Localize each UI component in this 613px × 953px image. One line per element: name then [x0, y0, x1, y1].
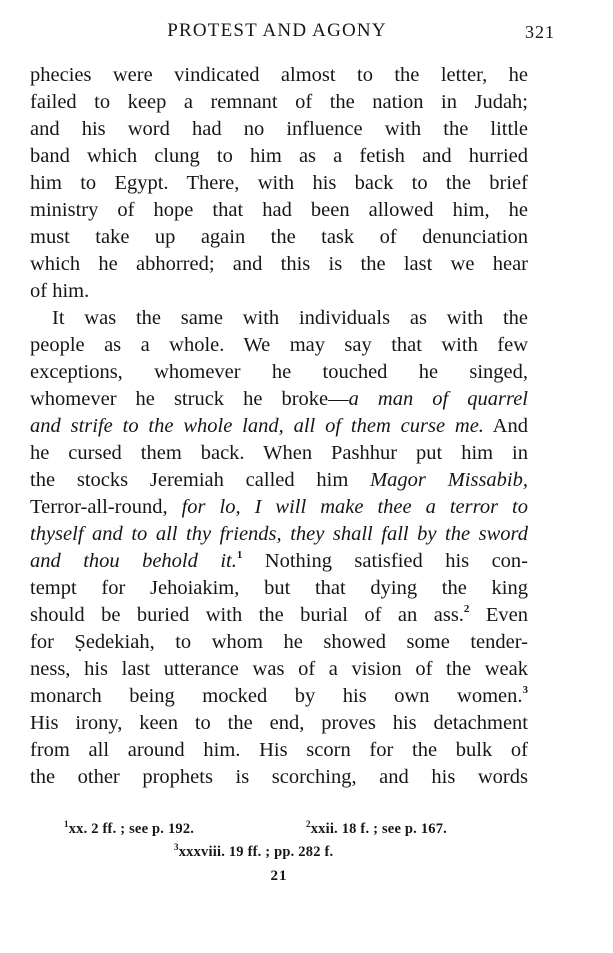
footnote: [306, 821, 447, 838]
text-line: of him.: [30, 280, 90, 302]
text-line: ministry of hope that had been allowed him, he: [30, 199, 528, 221]
scripture-quote: for lo, I will make thee a terror to: [181, 496, 528, 518]
text-line: for Ṣedekiah, to whom he showed some tender-: [30, 631, 528, 653]
footnote-text: xx. 2 ff. ; see p. 192.: [68, 821, 195, 837]
text-line: the other prophets is scorching, and his words: [30, 766, 528, 788]
text-line: from all around him. His scorn for the bulk of: [30, 739, 528, 761]
text-run: monarch being mocked by his own women.: [30, 685, 523, 707]
page-header: [0, 20, 613, 46]
scripture-quote: a man of quarrel: [348, 388, 528, 410]
text-line: [30, 602, 528, 629]
footnote-mark: 3: [174, 842, 179, 852]
footnote-mark: 1: [64, 819, 69, 829]
text-line: [30, 467, 528, 494]
text-line: band which clung to him as a fetish and hurried: [30, 145, 528, 167]
text-line: thyself and to all thy friends, they shall fall by the sword: [30, 523, 528, 545]
text-line: he cursed them back. When Pashhur put him in: [30, 442, 528, 464]
text-line: [30, 413, 528, 440]
footnote-ref[interactable]: 2: [463, 603, 470, 615]
scripture-quote: and thou behold it.: [30, 550, 237, 572]
text-line: phecies were vindicated almost to the letter, he: [30, 64, 528, 86]
text-line: It was the same with individuals as with the: [52, 307, 528, 329]
text-line: exceptions, whomever he touched he singed,: [30, 361, 528, 383]
footnote: [174, 844, 333, 861]
footnote: [64, 821, 194, 838]
text-line: and his word had no influence with the little: [30, 118, 528, 140]
text-line: people as a whole. We may say that with few: [30, 334, 528, 356]
text-run: whomever he struck he broke—: [30, 388, 349, 410]
text-line: tempt for Jehoiakim, but that dying the king: [30, 577, 528, 599]
footnote-mark: 2: [306, 819, 311, 829]
text-line: which he abhorred; and this is the last we hear: [30, 253, 528, 275]
text-run: should be buried with the burial of an ass.: [30, 604, 464, 626]
text-line: failed to keep a remnant of the nation in Judah;: [30, 91, 528, 113]
page-number: 321: [525, 22, 555, 42]
text-run: the stocks Jeremiah called him: [30, 469, 349, 491]
text-run: Even: [485, 604, 528, 626]
text-line: ness, his last utterance was of a vision of the weak: [30, 658, 528, 680]
text-line: must take up again the task of denunciation: [30, 226, 528, 248]
body-text: [30, 62, 528, 791]
text-run: And: [492, 415, 528, 437]
text-line: [30, 386, 528, 413]
hebrew-name: Magor Missabib,: [370, 469, 528, 491]
text-line: [30, 683, 528, 710]
scripture-quote: and strife to the whole land, all of them curse me.: [30, 415, 484, 437]
footnote-ref[interactable]: 1: [236, 549, 243, 561]
footnote-text: xxxviii. 19 ff. ; pp. 282 f.: [178, 844, 334, 860]
text-line: His irony, keen to the end, proves his detachment: [30, 712, 528, 734]
text-line: him to Egypt. There, with his back to the brief: [30, 172, 528, 194]
text-run: Nothing satisfied his con-: [264, 550, 528, 572]
footnote-ref[interactable]: 3: [522, 684, 528, 696]
running-title: PROTEST AND AGONY: [167, 20, 387, 41]
footnote-text: xxii. 18 f. ; see p. 167.: [310, 821, 447, 837]
text-run: Terror-all-round,: [30, 496, 168, 518]
signature-mark: 21: [270, 868, 288, 884]
text-line: [30, 548, 528, 575]
text-line: [30, 494, 528, 521]
